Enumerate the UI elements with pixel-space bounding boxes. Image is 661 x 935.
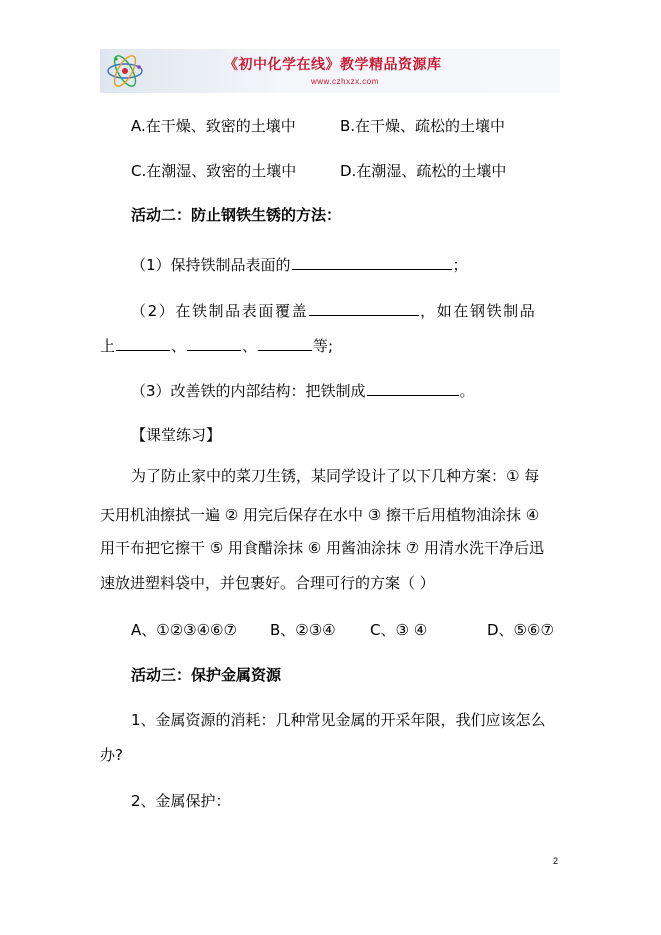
item1-prefix: （1）保持铁制品表面的 <box>131 256 291 274</box>
item1-blank <box>292 253 452 270</box>
item2-blank-3 <box>258 334 312 351</box>
header-banner <box>100 49 560 93</box>
exercise-line-3: 用干布把它擦干 ⑤ 用食醋涂抹 ⑥ 用酱油涂抹 ⑦ 用清水洗干净后迅 <box>100 539 544 557</box>
activity3-heading: 活动三：保护金属资源 <box>131 666 282 684</box>
item2-line2-suffix: 等; <box>313 337 334 355</box>
activity2-item1 <box>131 253 468 275</box>
item1-suffix: ； <box>452 256 468 274</box>
item3-prefix: （3）改善铁的内部结构：把铁制成 <box>131 382 366 400</box>
option-d: D.在潮湿、疏松的土壤中 <box>340 162 507 180</box>
activity3-item2: 2、金属保护： <box>131 792 231 810</box>
exercise-option-a: A、①②③④⑥⑦ <box>131 621 237 639</box>
exercise-line-4: 速放进塑料袋中，并包裹好。合理可行的方案（ ） <box>100 574 435 592</box>
activity3-item1-line2: 办? <box>100 746 123 764</box>
exercise-option-d: D、⑤⑥⑦ <box>487 621 554 639</box>
option-a: A.在干燥、致密的土壤中 <box>131 117 296 135</box>
exercise-line-2: 天用机油擦拭一遍 ② 用完后保存在水中 ③ 擦干后用植物油涂抹 ④ <box>100 506 540 524</box>
activity2-item2-line2 <box>100 334 333 356</box>
exercise-option-b: B、②③④ <box>270 621 336 639</box>
item2-line2-prefix: 上 <box>100 337 116 355</box>
activity2-heading: 活动二：防止钢铁生锈的方法： <box>131 206 342 224</box>
option-b: B.在干燥、疏松的土壤中 <box>340 117 506 135</box>
item2-sep-2: 、 <box>242 337 258 355</box>
banner-url: www.czhxzx.com <box>311 77 379 86</box>
item2-blank-2 <box>187 334 241 351</box>
page-number: 2 <box>553 856 559 866</box>
item2-blank <box>309 299 419 316</box>
activity3-item1-line1: 1、金属资源的消耗：几种常见金属的开采年限，我们应该怎么 <box>131 711 546 729</box>
item3-blank <box>367 379 459 396</box>
item2-suffix: ，如在钢铁制品 <box>420 302 537 320</box>
banner-title: 《初中化学在线》教学精品资源库 <box>224 57 442 73</box>
option-c: C.在潮湿、致密的土壤中 <box>131 162 297 180</box>
item2-prefix: （2）在铁制品表面覆盖 <box>131 302 309 320</box>
atom-logo-icon <box>104 51 146 91</box>
item2-sep-1: 、 <box>171 337 187 355</box>
activity2-item2 <box>131 299 536 321</box>
exercise-line-1: 为了防止家中的菜刀生锈，某同学设计了以下几种方案：① 每 <box>131 467 540 485</box>
item3-suffix: 。 <box>459 382 475 400</box>
exercise-option-c: C、③ ④ <box>370 621 428 639</box>
exercise-heading: 【课堂练习】 <box>131 426 222 444</box>
activity2-item3 <box>131 379 475 401</box>
item2-blank-1 <box>116 334 170 351</box>
